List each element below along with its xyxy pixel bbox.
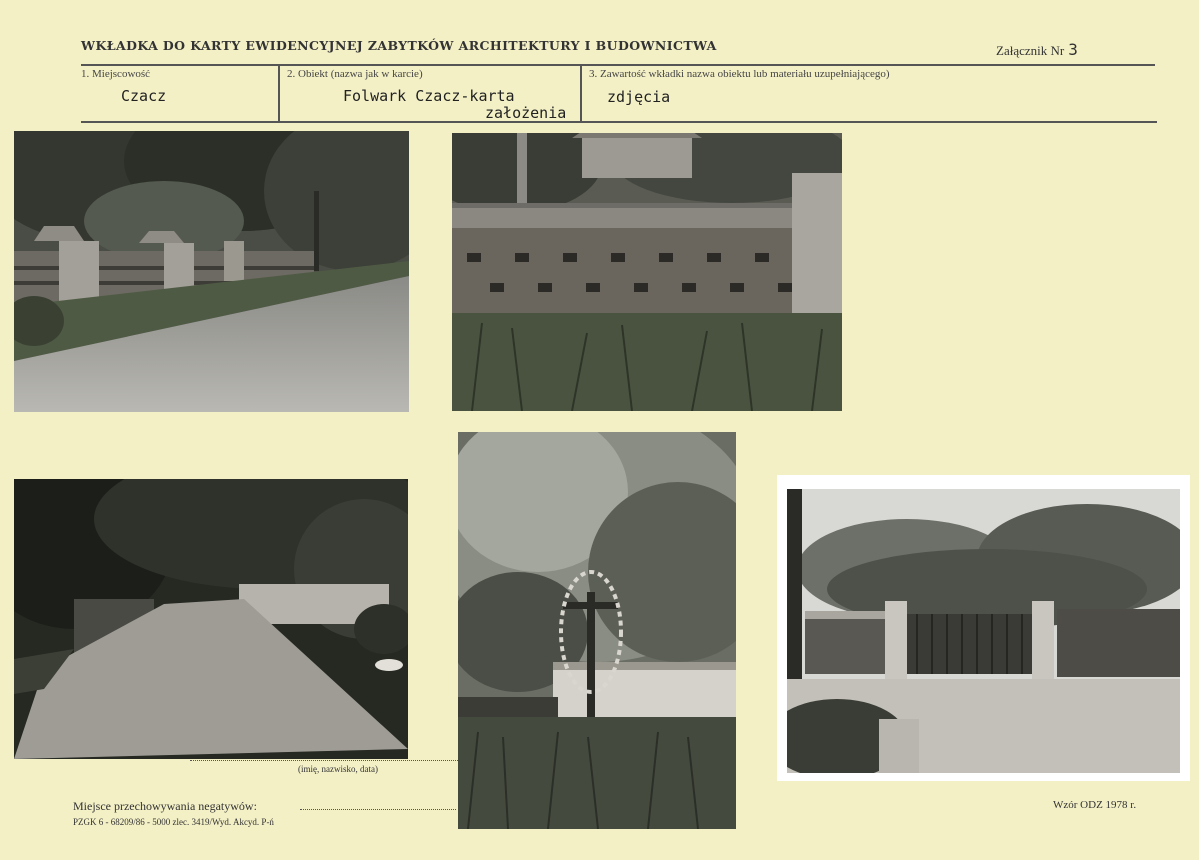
field-2-label: 2. Obiekt (nazwa jak w karcie) <box>287 68 423 80</box>
card-title: WKŁADKA DO KARTY EWIDENCYJNEJ ZABYTKÓW ARCHITEKTURY I BUDOWNICTWA <box>81 38 717 53</box>
name-hint: (imię, nazwisko, data) <box>298 764 378 774</box>
photo-tree-lined-road <box>14 479 408 759</box>
field-3-label: 3. Zawartość wkładki nazwa obiektu lub materiału uzupełniającego) <box>589 68 890 80</box>
header-rule-bottom <box>81 121 1157 123</box>
annex-number <box>996 40 1078 59</box>
name-signature-line <box>190 760 458 761</box>
photo-road-wall <box>14 131 409 412</box>
photo-roadside-cross <box>458 432 736 829</box>
negatives-location-line <box>300 809 456 810</box>
field-divider-2 <box>580 66 582 121</box>
print-info: PZGK 6 - 68209/86 - 5000 zlec. 3419/Wyd. Akcyd. P-ń <box>73 817 274 827</box>
field-2-value-line1: Folwark Czacz-karta <box>343 87 515 105</box>
annex-value: 3 <box>1068 40 1078 59</box>
field-divider-1 <box>278 66 280 121</box>
field-1-label: 1. Miejscowość <box>81 68 151 80</box>
annex-label: Załącznik Nr <box>996 43 1065 58</box>
photo-brick-wall <box>452 133 842 411</box>
negatives-location-label: Miejsce przechowywania negatywów: <box>73 799 257 813</box>
form-model: Wzór ODZ 1978 r. <box>1053 799 1137 811</box>
field-3-value: zdjęcia <box>607 88 671 106</box>
header-rule-top <box>81 64 1155 66</box>
photo-gate-in-wall <box>777 475 1190 781</box>
field-2-value-line2: założenia <box>485 104 567 122</box>
field-1-value: Czacz <box>121 87 167 105</box>
